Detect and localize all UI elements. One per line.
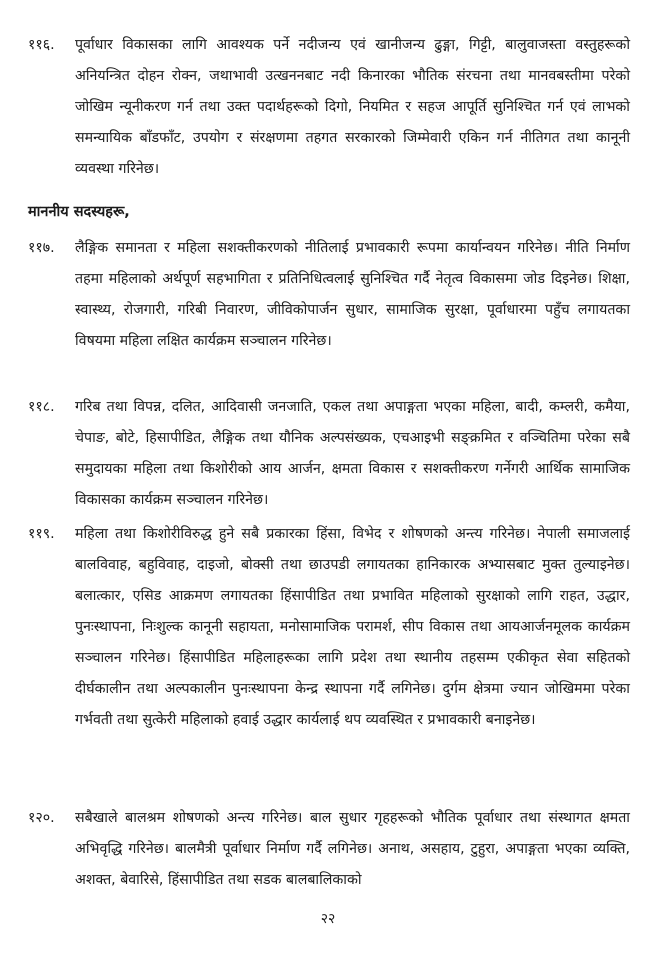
paragraph-number: ११९. xyxy=(28,526,55,542)
paragraph-text: लैङ्गिक समानता र महिला सशक्तीकरणको नीतिलाई प्रभावकारी रूपमा कार्यान्वयन गरिनेछ। नीति निर्माण तहमा महिलाको अर्थपूर्ण सहभागिता र प्रतिनिधित्वलाई सुनिश्चित गर्दै नेतृत्व विकासमा जोड दिइनेछ। शिक्षा, स्वास्थ्य, रोजगारी, गरिबी निवारण, जीविकोपार्जन सुधार, सामाजिक सुरक्षा, पूर्वाधारमा पहुँच लगायतका विषयमा महिला लक्षित कार्यक्रम सञ्चालन गरिनेछ। xyxy=(75,240,630,349)
paragraph-number: ११८. xyxy=(28,399,55,415)
section-heading: माननीय सदस्यहरू, xyxy=(28,204,130,220)
paragraph-119 xyxy=(28,519,630,736)
paragraph-118 xyxy=(28,392,630,516)
paragraph-text: गरिब तथा विपन्न, दलित, आदिवासी जनजाति, एकल तथा अपाङ्गता भएका महिला, बादी, कम्लरी, कमैया, चेपाङ, बोटे, हिसापीडित, लैङ्गिक तथा यौनिक अल्पसंख्यक, एचआइभी सङ्क्रमित र वञ्चितिमा परेका सबै समुदायका महिला तथा किशोरीको आय आर्जन, क्षमता विकास र सशक्तीकरण गर्नेगरी आर्थिक सामाजिक विकासका कार्यक्रम सञ्चालन गरिनेछ। xyxy=(75,399,630,508)
paragraph-117 xyxy=(28,233,630,357)
paragraph-number: ११६. xyxy=(28,37,55,53)
paragraph-number: १२०. xyxy=(28,810,55,826)
paragraph-text: सबैखाले बालश्रम शोषणको अन्त्य गरिनेछ। बाल सुधार गृहहरूको भौतिक पूर्वाधार तथा संस्थागत क्षमता अभिवृद्धि गरिनेछ। बालमैत्री पूर्वाधार निर्माण गर्दै लगिनेछ। अनाथ, असहाय, टुहुरा, अपाङ्गता भएका व्यक्ति, अशक्त, बेवारिसे, हिंसापीडित तथा सडक बालबालिकाको xyxy=(75,810,630,888)
paragraph-text: महिला तथा किशोरीविरुद्ध हुने सबै प्रकारका हिंसा, विभेद र शोषणको अन्त्य गरिनेछ। नेपाली समाजलाई बालविवाह, बहुविवाह, दाइजो, बोक्सी तथा छाउपडी लगायतका हानिकारक अभ्यासबाट मुक्त तुल्याइनेछ। बलात्कार, एसिड आक्रमण लगायतका हिंसापीडित तथा प्रभावित महिलाको सुरक्षाको लागि राहत, उद्धार, पुनःस्थापना, निःशुल्क कानूनी सहायता, मनोसामाजिक परामर्श, सीप विकास तथा आयआर्जनमूलक कार्यक्रम सञ्चालन गरिनेछ। हिंसापीडित महिलाहरूका लागि प्रदेश तथा स्थानीय तहसम्म एकीकृत सेवा सहितको दीर्घकालीन तथा अल्पकालीन पुनःस्थापना केन्द्र स्थापना गर्दै लगिनेछ। दुर्गम क्षेत्रमा ज्यान जोखिममा परेका गर्भवती तथा सुत्केरी महिलाको हवाई उद्धार कार्यलाई थप व्यवस्थित र प्रभावकारी बनाइनेछ। xyxy=(75,526,630,728)
paragraph-116 xyxy=(28,30,630,185)
paragraph-number: ११७. xyxy=(28,240,55,256)
paragraph-120 xyxy=(28,803,630,896)
paragraph-text: पूर्वाधार विकासका लागि आवश्यक पर्ने नदीजन्य एवं खानीजन्य ढुङ्गा, गिट्टी, बालुवाजस्ता वस्तुहरूको अनियन्त्रित दोहन रोक्न, जथाभावी उत्खननबाट नदी किनारका भौतिक संरचना तथा मानवबस्तीमा परेको जोखिम न्यूनीकरण गर्न तथा उक्त पदार्थहरूको दिगो, नियमित र सहज आपूर्ति सुनिश्चित गर्न एवं लाभको समन्यायिक बाँडफाँट, उपयोग र संरक्षणमा तहगत सरकारको जिम्मेवारी एकिन गर्न नीतिगत तथा कानूनी व्यवस्था गरिनेछ। xyxy=(75,37,630,177)
page-number: २२ xyxy=(320,911,336,927)
